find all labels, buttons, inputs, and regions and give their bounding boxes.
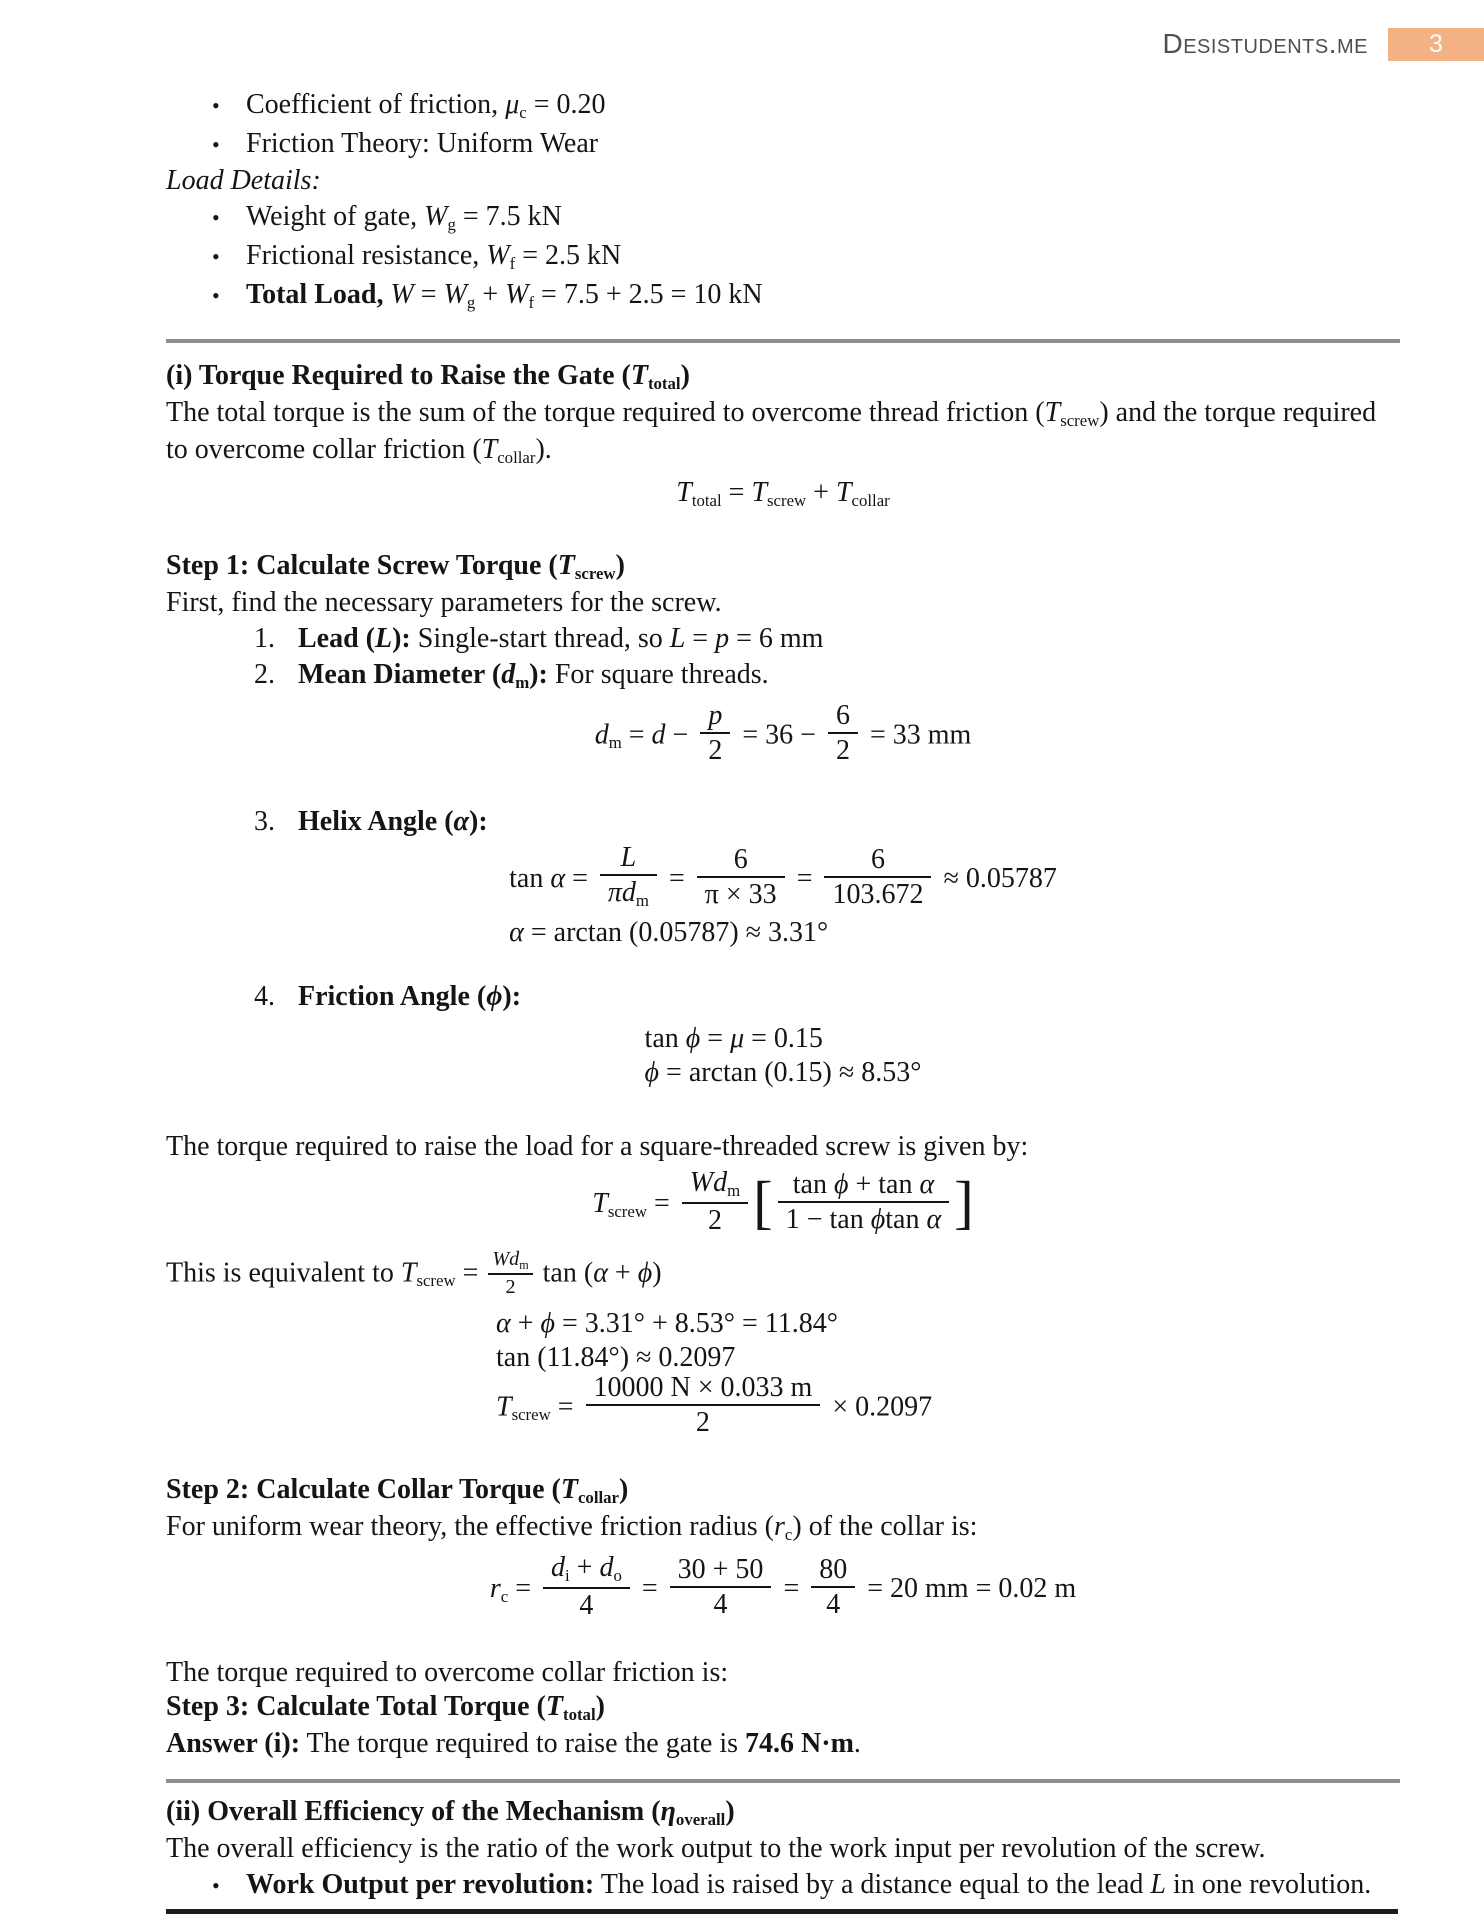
item-number: 3. [254, 806, 275, 837]
section-divider [166, 339, 1400, 343]
equation-total-torque: Ttotal = Tscrew + Tcollar [676, 477, 890, 511]
part-ii-intro: The overall efficiency is the ratio of the work output to the work input per revolution of the screw. [166, 1833, 1266, 1864]
work-output-bullet: Work Output per revolution: The load is raised by a distance equal to the lead L in one revolution. [246, 1869, 1372, 1900]
equation-group-inner [509, 842, 1057, 950]
item-number: 2. [254, 659, 275, 690]
equation-screw-torque-numeric: Tscrew = $\frac{10000 N \times 0.033 m}{2}$ × 0.2097 [496, 1372, 933, 1438]
step1-item-lead: Lead (L): Single-start thread, so L = p = 6 mm [298, 623, 824, 654]
bullet-icon: • [212, 244, 220, 269]
list-item [166, 127, 1400, 162]
step3-heading: Step 3: Calculate Total Torque (Ttotal) [166, 1691, 605, 1725]
answer-i-line: Answer (i): The torque required to raise the gate is 74.6 N·m. [166, 1728, 861, 1759]
bullet-icon: • [212, 93, 220, 118]
section-divider [166, 1779, 1400, 1783]
equation-friction-angle-group [166, 1022, 1400, 1090]
step1-item-mean-diameter: Mean Diameter (dm): For square threads. [298, 659, 769, 693]
list-item [166, 88, 1400, 125]
equation-screw-torque-formula: Tscrew = $\frac{\text{Wdm}}{2}$ [ $\frac{\text{tan ϕ + tan α}}{\text{1 − tan ϕtan α}}$ ] [592, 1167, 974, 1236]
numbered-item [166, 805, 1400, 839]
step2-outro: The torque required to overcome collar friction is: [166, 1657, 729, 1688]
numbered-item [166, 980, 1400, 1014]
screw-torque-calculation-block [496, 1307, 1400, 1443]
equation-phi: ϕ = arctan (0.15) ≈ 8.53° [644, 1057, 922, 1088]
load-details-label: Load Details: [166, 165, 321, 196]
bullet-icon: • [212, 283, 220, 308]
equation-collar-radius: rc = $\frac{di + do}{4}$ = $\frac{30 + 50}{4}$ = $\frac{80}{4}$ = 20 mm = 0.02 m [489, 1552, 1077, 1621]
equivalent-formula-line: This is equivalent to Tscrew = $\frac{\text{Wdm}}{2}$ tan (α + ϕ) [166, 1248, 662, 1298]
part-i-intro: The total torque is the sum of the torque required to overcome thread friction (Tscrew) and the torque required to overcome collar friction (Tcollar). [166, 397, 1377, 468]
given-frictional-resistance: Frictional resistance, Wf = 2.5 kN [246, 240, 622, 274]
list-item [166, 239, 1400, 276]
item-number: 1. [254, 623, 275, 654]
item-number: 4. [254, 981, 275, 1012]
part-i-heading: (i) Torque Required to Raise the Gate (Ttotal) [166, 360, 690, 394]
page-number-badge: 3 [1388, 28, 1484, 61]
step2-heading: Step 2: Calculate Collar Torque (Tcollar) [166, 1474, 629, 1508]
step2-intro: For uniform wear theory, the effective friction radius (rc) of the collar is: [166, 1511, 978, 1545]
step1-lead-in: First, find the necessary parameters for the screw. [166, 587, 722, 618]
step1-item-helix-angle: Helix Angle (α): [298, 806, 488, 837]
equation-helix-angle-group [166, 842, 1400, 950]
numbered-item [166, 658, 1400, 695]
bullet-icon: • [212, 205, 220, 230]
given-friction-coefficient: Coefficient of friction, μc = 0.20 [246, 89, 606, 123]
list-item [166, 278, 1400, 315]
equation-angle-sum: α + ϕ = 3.31° + 8.53° = 11.84° [496, 1308, 838, 1339]
list-item [166, 1868, 1400, 1903]
equation-tan-alpha: tan α = $\frac{L}{\text{πdm}}$ = $\frac{6}{\pi \times 33}$ = $\frac{6}{103.672}$ ≈ 0.05787 [509, 842, 1057, 911]
numbered-item [166, 622, 1400, 656]
list-item [166, 200, 1400, 237]
bullet-icon: • [212, 132, 220, 157]
site-name: Desistudents.me [1162, 28, 1368, 59]
bullet-icon: • [212, 1873, 220, 1898]
equation-tan-phi: tan ϕ = μ = 0.15 [644, 1023, 823, 1054]
step1-item-friction-angle: Friction Angle (ϕ): [298, 981, 522, 1012]
given-data-section [166, 88, 1400, 315]
equation-mean-diameter: dm = d − $\frac{p}{2}$ = 36 − $\frac{6}{2}$ = 33 mm [594, 700, 972, 766]
equation-alpha: α = arctan (0.05787) ≈ 3.31° [509, 917, 829, 948]
given-gate-weight: Weight of gate, Wg = 7.5 kN [246, 201, 562, 235]
step1-heading: Step 1: Calculate Screw Torque (Tscrew) [166, 550, 625, 584]
page-header [166, 26, 1484, 62]
equation-tan-value: tan (11.84°) ≈ 0.2097 [496, 1342, 736, 1373]
part-ii-heading: (ii) Overall Efficiency of the Mechanism (ηoverall) [166, 1796, 735, 1830]
page-bottom-rule [166, 1909, 1398, 1914]
given-total-load: Total Load, W = Wg + Wf = 7.5 + 2.5 = 10 kN [246, 279, 763, 313]
torque-formula-intro: The torque required to raise the load for a square-threaded screw is given by: [166, 1131, 1029, 1162]
equation-group-inner [645, 1022, 922, 1090]
given-friction-theory: Friction Theory: Uniform Wear [246, 128, 599, 159]
